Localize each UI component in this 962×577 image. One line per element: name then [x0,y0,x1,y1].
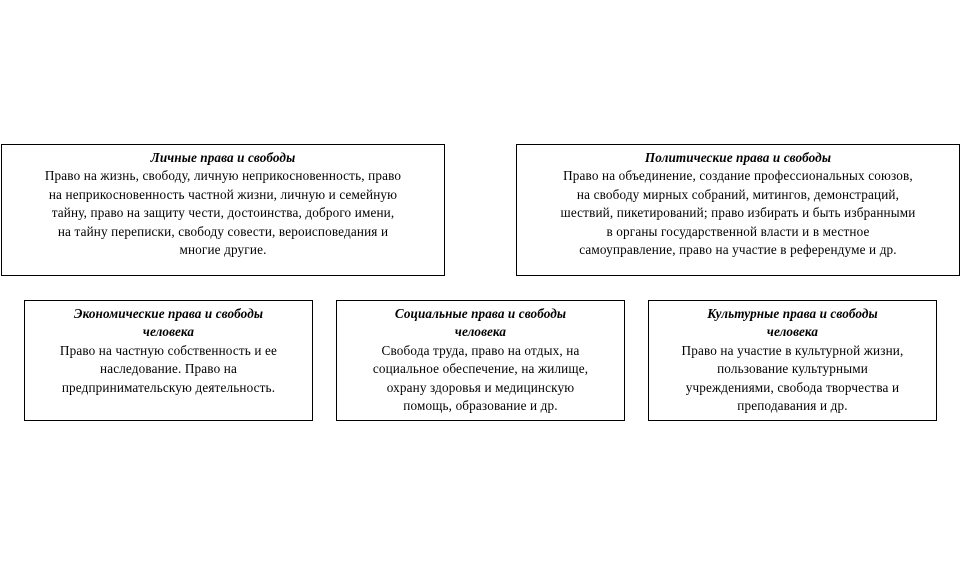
economic-rights-title: Экономические права и свободы человека [73,306,264,340]
personal-rights-title: Личные права и свободы [150,150,296,165]
cultural-rights-text: Право на участие в культурной жизни, пользование культурными учреждениями, свобода творчества и преподавания и др. [681,342,904,414]
political-rights-text: Право на объединение, создание профессиональных союзов, на свободу мирных собраний, митингов, демонстраций, шествий, пикетирований; право избирать и быть избранными в органы государственной власти и в местное самоуправление, право на участие в референдуме и др. [560,168,916,258]
political-rights-title: Политические права и свободы [644,150,832,165]
personal-rights-box [1,144,445,276]
personal-rights-text: Право на жизнь, свободу, личную неприкосновенность, право на неприкосновенность частной жизни, личную и семейную тайну, право на защиту чести, достоинства, доброго имени, на тайну переписки, свободу совести, вероисповедания и многие другие. [44,168,402,258]
cultural-rights-title: Культурные права и свободы человека [707,306,878,340]
social-rights-box [336,300,625,421]
social-rights-text: Свобода труда, право на отдых, на социальное обеспечение, на жилище, охрану здоровья и медицинскую помощь, образование и др. [372,342,589,414]
economic-rights-box [24,300,313,421]
political-rights-box [516,144,960,276]
cultural-rights-box [648,300,937,421]
economic-rights-text: Право на частную собственность и ее наследование. Право на предпринимательскую деятельность. [59,342,278,395]
social-rights-title: Социальные права и свободы человека [394,306,567,340]
